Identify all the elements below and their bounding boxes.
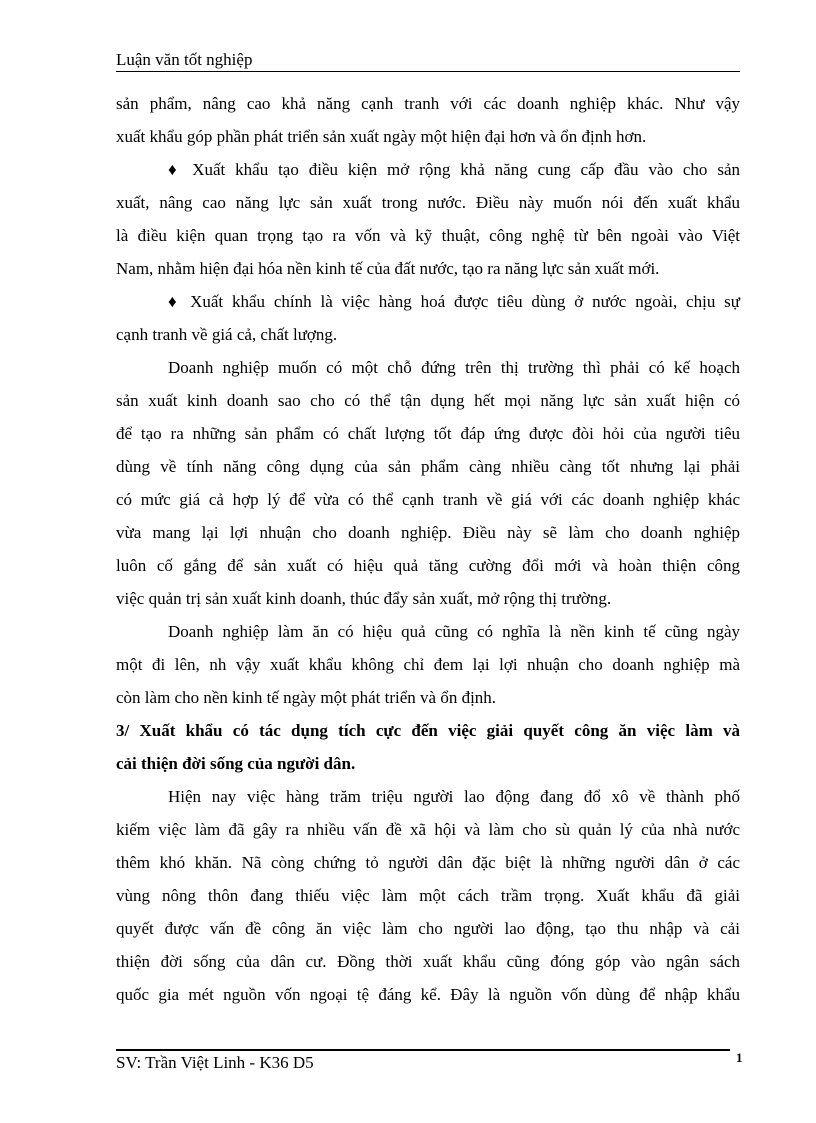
text-line: Doanh nghiệp muốn có một chỗ đứng trên thị trường thì phải có kế hoạch	[168, 358, 740, 377]
section-heading: cải thiện đời sống của người dân.	[116, 754, 356, 773]
text-line: cạnh tranh về giá cả, chất lượng.	[116, 325, 338, 344]
text-line: một đi lên, nh vậy xuất khẩu không chỉ đem lại lợi nhuận cho doanh nghiệp mà	[116, 655, 740, 674]
text-line: để tạo ra những sản phẩm có chất lượng tốt đáp ứng được đòi hỏi của người tiêu	[116, 424, 740, 443]
text-line: Hiện nay việc hàng trăm triệu người lao động đang đổ xô về thành phố	[168, 787, 740, 806]
section-heading: 3/ Xuất khẩu có tác dụng tích cực đến việc giải quyết công ăn việc làm và	[116, 721, 740, 740]
text-line: có mức giá cả hợp lý để vừa có thể cạnh tranh về giá với các doanh nghiệp khác	[116, 490, 740, 509]
text-line: quốc gia mét nguồn vốn ngoại tệ đáng kể. Đây là nguồn vốn dùng để nhập khẩu	[116, 985, 740, 1004]
text-line: xuất khẩu góp phần phát triển sản xuất ngày một hiện đại hơn và ổn định hơn.	[116, 127, 647, 146]
page-header-title: Luận văn tốt nghiệp	[116, 50, 253, 69]
header-rule	[116, 71, 740, 72]
text-line: vùng nông thôn đang thiếu việc làm một cách trầm trọng. Xuất khẩu đã giải	[116, 886, 740, 905]
bullet-line: ♦ Xuất khẩu chính là việc hàng hoá được tiêu dùng ở nước ngoài, chịu sự	[168, 292, 740, 311]
text-line: thêm khó khăn. Nã còng chứng tỏ người dân đặc biệt là những người dân ở các	[116, 853, 740, 872]
text-line: còn làm cho nền kinh tế ngày một phát triển và ổn định.	[116, 688, 497, 707]
text-line: thiện đời sống của dân cư. Đồng thời xuất khẩu cũng đóng góp vào ngân sách	[116, 952, 740, 971]
text-line: vừa mang lại lợi nhuận cho doanh nghiệp. Điều này sẽ làm cho doanh nghiệp	[116, 523, 740, 542]
text-line: Doanh nghiệp làm ăn có hiệu quả cũng có nghĩa là nền kinh tế cũng ngày	[168, 622, 740, 641]
text-line: quyết được vấn đề công ăn việc làm cho người lao động, tạo thu nhập và cải	[116, 919, 740, 938]
text-line: là điều kiện quan trọng tạo ra vốn và kỹ thuật, công nghệ từ bên ngoài vào Việt	[116, 226, 740, 245]
text-line: kiếm việc làm đã gây ra nhiều vấn đề xã hội và làm cho sù quản lý của nhà nước	[116, 820, 740, 839]
page-number: 1	[736, 1050, 743, 1065]
text-line: Nam, nhằm hiện đại hóa nền kinh tế của đất nước, tạo ra năng lực sản xuất mới.	[116, 259, 660, 278]
text-line: sản phẩm, nâng cao khả năng cạnh tranh với các doanh nghiệp khác. Như vậy	[116, 94, 740, 113]
text-line: xuất, nâng cao năng lực sản xuất trong nước. Điều này muốn nói đến xuất khẩu	[116, 193, 740, 212]
text-line: luôn cố gắng để sản xuất có hiệu quả tăng cường đổi mới và hoàn thiện công	[116, 556, 740, 575]
footer-author: SV: Trần Việt Linh - K36 D5	[116, 1053, 314, 1072]
text-line: dùng về tính năng công dụng của sản phẩm càng nhiều càng tốt nhưng lại phải	[116, 457, 740, 476]
footer-rule	[116, 1049, 730, 1051]
text-line: việc quản trị sản xuất kinh doanh, thúc đẩy sản xuất, mở rộng thị trường.	[116, 589, 612, 608]
text-line: sản xuất kinh doanh sao cho có thể tận dụng hết mọi năng lực sản xuất hiện có	[116, 391, 740, 410]
bullet-line: ♦ Xuất khẩu tạo điều kiện mở rộng khả năng cung cấp đầu vào cho sản	[168, 160, 740, 179]
